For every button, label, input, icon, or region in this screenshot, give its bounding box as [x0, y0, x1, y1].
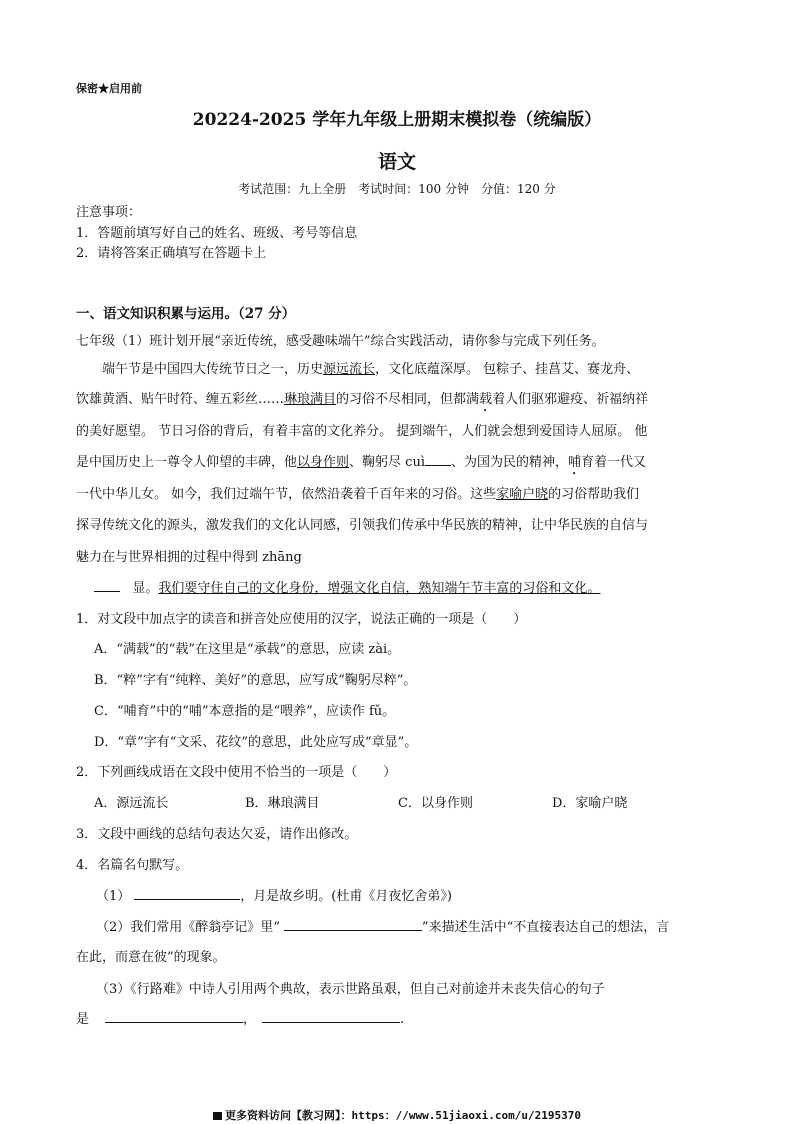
q4-line-3: （3）《行路难》中诗人引用两个典故，表示世路虽艰，但自己对前途并未丧失信心的句子	[96, 982, 605, 997]
notice-item-1: 1．答题前填写好自己的姓名、班级、考号等信息	[76, 226, 358, 241]
passage-line-8: 显。我们要守住自己的文化身份，增强文化自信，熟知端午节丰富的习俗和文化。	[94, 577, 600, 596]
confidential-label: 保密★启用前	[76, 82, 142, 95]
summary-sentence: 我们要守住自己的文化身份，增强文化自信，熟知端午节丰富的习俗和文化。	[158, 581, 601, 596]
notice-item-2: 2．请将答案正确填写在答题卡上	[76, 246, 267, 261]
q1-option-d[interactable]: D．“章”字有“文采、花纹”的意思，此处应写成“章显”。	[94, 735, 418, 750]
exam-meta: 考试范围：九上全册 考试时间：100 分钟 分值：120 分	[238, 182, 556, 196]
idiom-jiayuhuxiao: 家喻户晓	[496, 487, 549, 502]
q1-stem: 1．对文段中加点字的读音和拼音处应使用的汉字，说法正确的一项是（ ）	[76, 612, 527, 627]
q2-option-b[interactable]: B．琳琅满目	[245, 796, 320, 811]
passage-line-6: 探寻传统文化的源头，激发我们的文化认同感，引领我们传承中华民族的精神，让中华民族的自信与	[76, 518, 649, 533]
q4-line-2-cont: 在此，而意在彼”的现象。	[76, 950, 226, 965]
passage-line-4: 是中国历史上一尊令人仰望的丰碑，他以身作则、鞠躬尽 cuì 、为国为民的精神，哺育着一代又	[76, 455, 647, 470]
pinyin-blank-zhang[interactable]	[94, 579, 120, 592]
q4-line-3-cont: 是 ， .	[76, 1012, 405, 1027]
section-title: 一、语文知识积累与运用。（27 分）	[76, 306, 296, 322]
idiom-linlangmanmu: 琳琅满目	[284, 392, 337, 407]
passage-line-7: 魅力在与世界相拥的过程中得到 zhāng	[76, 550, 302, 565]
passage-line-2: 饮雄黄酒、贴午时符、缠五彩丝……琳琅满目的习俗不尽相同，但都满载着人们驱邪避疫、祈福纳祥	[76, 392, 649, 407]
q4-line-2: （2）我们常用《醉翁亭记》里“ ”来描述生活中“不直接表达自己的想法，言	[96, 920, 670, 935]
q2-option-a[interactable]: A．源远流长	[94, 796, 169, 811]
idiom-yuanyuanliuchang: 源远流长	[323, 362, 376, 377]
q1-option-b[interactable]: B．“粹”字有“纯粹、美好”的意思，应写成“鞠躬尽粹”。	[94, 673, 417, 688]
q4-line-1: （1） ，月是故乡明。(杜甫《月夜忆舍弟》)	[96, 889, 452, 904]
exam-title: 20224-2025 学年九年级上册期末模拟卷（统编版）	[192, 110, 602, 130]
answer-blank-3[interactable]	[105, 1010, 243, 1023]
subject-title: 语文	[377, 151, 416, 173]
passage-line-5: 一代中华儿女。 如今，我们过端午节，依然沿袭着千百年来的习俗。这些家喻户晓的习俗帮助我们	[76, 487, 640, 502]
passage-line-1: 端午节是中国四大传统节日之一，历史源远流长，文化底蕴深厚。 包粽子、挂菖艾、赛龙舟、	[102, 362, 640, 377]
dotted-char-zai: 载	[479, 392, 493, 407]
q2-option-c[interactable]: C．以身作则	[398, 796, 473, 811]
answer-blank-4[interactable]	[262, 1010, 400, 1023]
answer-blank-1[interactable]	[134, 887, 240, 900]
answer-blank-2[interactable]	[284, 918, 422, 931]
idiom-yishenzuoze: 以身作则	[297, 455, 350, 470]
q4-stem: 4．名篇名句默写。	[76, 858, 189, 873]
dotted-char-bu: 哺	[568, 455, 582, 470]
passage-line-3: 的美好愿望。 节日习俗的背后，有着丰富的文化养分。 提到端午，人们就会想到爱国诗人屈原。 他	[76, 424, 648, 439]
q1-option-a[interactable]: A．“满载”的“载”在这里是“承载”的意思，应读 zài。	[94, 642, 401, 657]
section-intro: 七年级（1）班计划开展“亲近传统，感受趣味端午”综合实践活动，请你参与完成下列任务。	[76, 334, 605, 349]
footer-link[interactable]: 更多资料访问【教习网】：https：//www.51jiaoxi.com/u/2195370	[0, 1107, 794, 1123]
q2-option-d[interactable]: D．家喻户晓	[552, 796, 628, 811]
q2-stem: 2．下列画线成语在文段中使用不恰当的一项是（ ）	[76, 765, 397, 780]
flag-icon	[213, 1112, 222, 1120]
q1-option-c[interactable]: C．“哺育”中的“哺”本意指的是“喂养”，应读作 fǔ。	[94, 704, 396, 719]
notice-label: 注意事项：	[76, 205, 142, 220]
q3-stem: 3．文段中画线的总结句表达欠妥，请作出修改。	[76, 827, 358, 842]
pinyin-blank-cui[interactable]	[425, 453, 451, 466]
